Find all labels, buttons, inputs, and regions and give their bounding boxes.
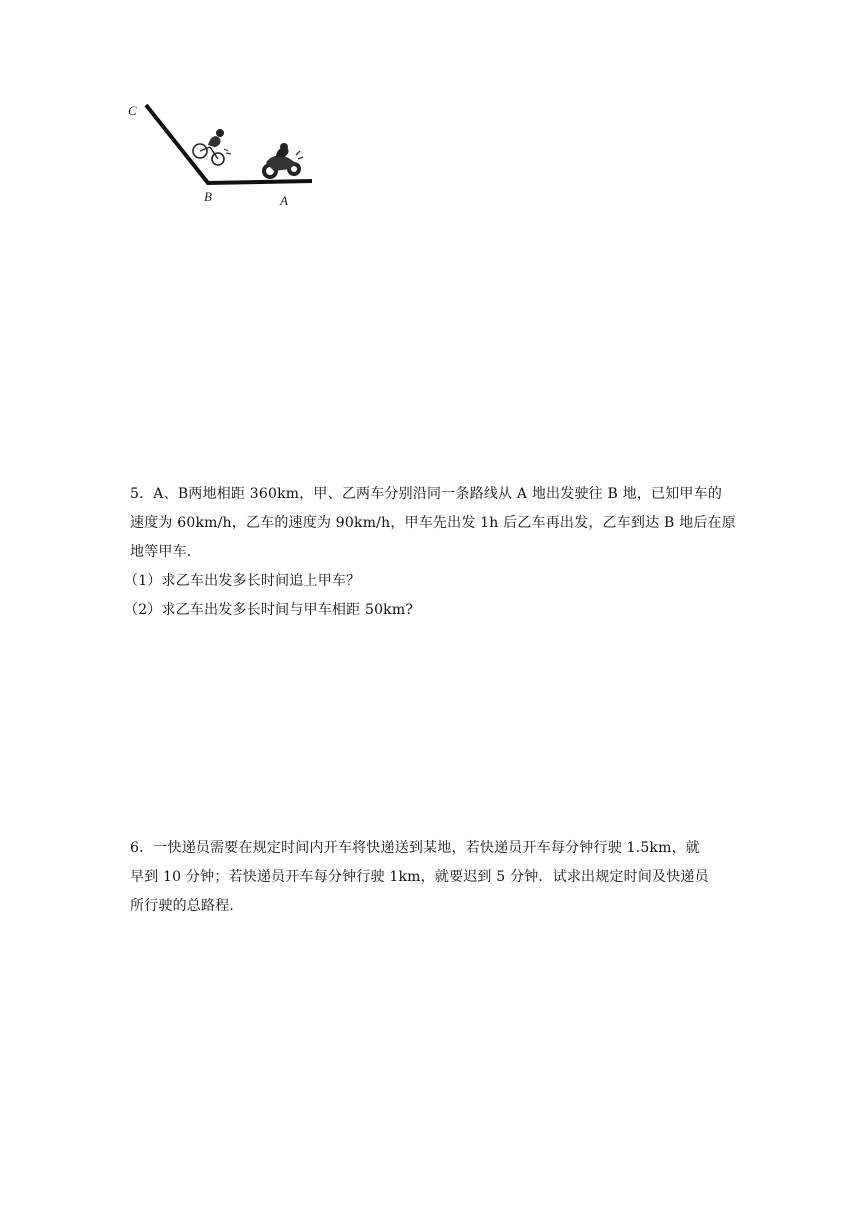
problem-6 bbox=[130, 834, 735, 921]
problem-5-question-1: （1）求乙车出发多长时间追上甲车？ bbox=[124, 573, 361, 589]
point-c-label: C bbox=[128, 103, 137, 118]
problem-6-line-1: 6．一快递员需要在规定时间内开车将快递送到某地，若快递员开车每分钟行驶 1.5km，就 bbox=[130, 840, 700, 856]
problem-6-line-2: 早到 10 分钟；若快递员开车每分钟行驶 1km，就要迟到 5 分钟．试求出规定时间及快递员 bbox=[130, 869, 709, 885]
problem-6-line-3: 所行驶的总路程． bbox=[130, 898, 244, 914]
bicycle-rider-icon bbox=[193, 129, 231, 165]
motorcycle-rider-icon bbox=[262, 143, 303, 179]
problem-5-question-2: （2）求乙车出发多长时间与甲车相距 50km? bbox=[124, 602, 414, 618]
road-diagram-figure bbox=[124, 95, 314, 210]
problem-5 bbox=[124, 480, 736, 625]
problem-5-line-3: 地等甲车． bbox=[130, 544, 201, 560]
road-path bbox=[146, 105, 312, 183]
road-diagram bbox=[124, 95, 314, 210]
point-b-label: B bbox=[204, 189, 212, 204]
point-a-label: A bbox=[280, 193, 288, 208]
problem-5-line-2: 速度为 60km/h，乙车的速度为 90km/h，甲车先出发 1h 后乙车再出发，乙车到达 B 地后在原 bbox=[130, 515, 736, 531]
problem-5-line-1: 5．A、B两地相距 360km，甲、乙两车分别沿同一条路线从 A 地出发驶往 B 地，已知甲车的 bbox=[130, 486, 723, 502]
